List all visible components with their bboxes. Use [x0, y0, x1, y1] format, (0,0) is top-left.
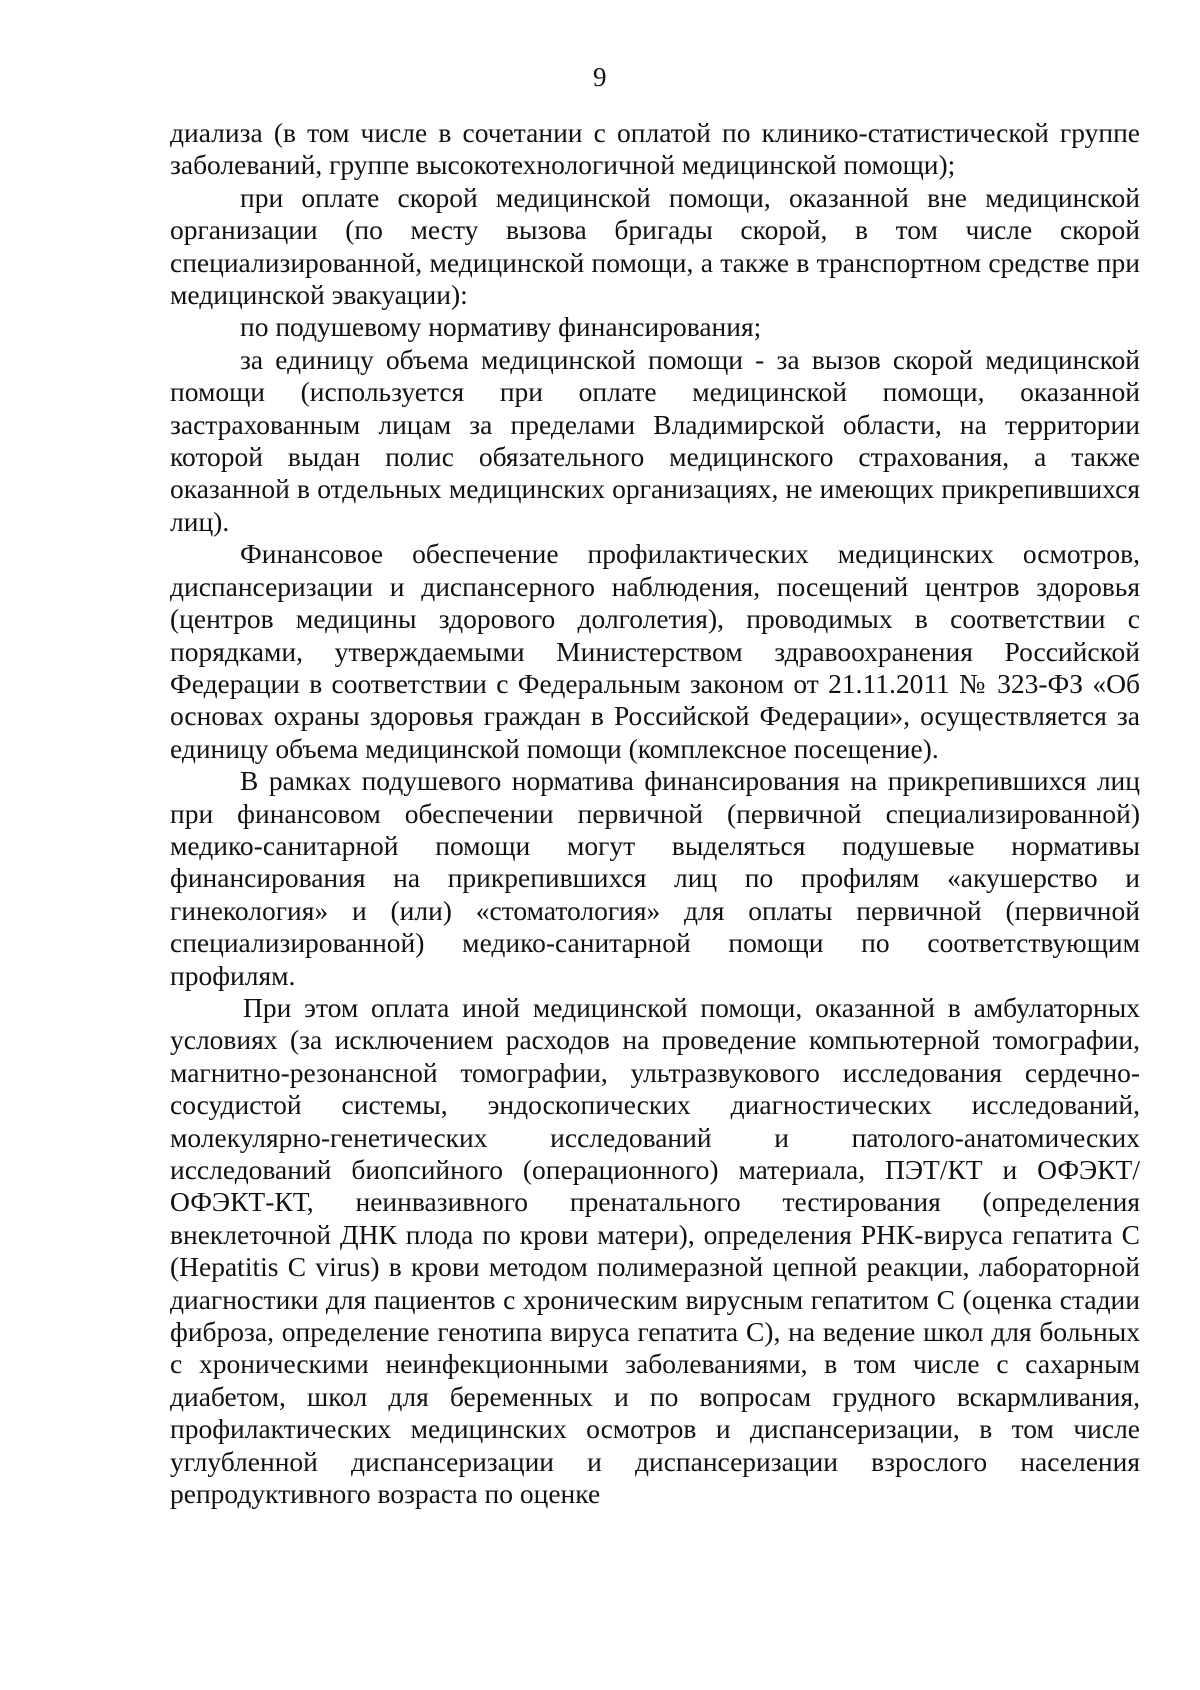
document-body: [170, 117, 1140, 1510]
paragraph-preventive-examinations: Финансовое обеспечение профилактических медицинских осмотров, диспансеризации и диспансерного наблюдения, посещений центров здоровья (центров медицины здорового долголетия), проводимых в соответствии с порядками, утверждаемыми Министерством здравоохранения Российской Федерации в соответствии с Федеральным законом от 21.11.2011 № 323-ФЗ «Об основах охраны здоровья граждан в Российской Федерации», осуществляется за единицу объема медицинской помощи (комплексное посещение).: [170, 538, 1140, 764]
paragraph-per-capita-standard: по подушевому нормативу финансирования;: [240, 311, 762, 343]
paragraph-attached-persons-standards: В рамках подушевого норматива финансирования на прикрепившихся лиц при финансовом обеспечении первичной (первичной специализированной) медико-санитарной помощи могут выделяться подушевые нормативы финансирования на прикрепившихся лиц по профилям «акушерство и гинекология» и (или) «стоматология» для оплаты первичной (первичной специализированной) медико-санитарной помощи по соответствующим профилям.: [170, 765, 1140, 991]
page-number: 9: [593, 62, 607, 92]
paragraph-outpatient-care-payment: При этом оплата иной медицинской помощи, оказанной в амбулаторных условиях (за исключением расходов на проведение компьютерной томографии, магнитно-резонансной томографии, ультразвукового исследования сердечно-сосудистой системы, эндоскопических диагностических исследований, молекулярно-генетических исследований и патолого-анатомических исследований биопсийного (операционного) материала, ПЭТ/КТ и ОФЭКТ/ОФЭКТ-КТ, неинвазивного пренатального тестирования (определения внеклеточной ДНК плода по крови матери), определения РНК-вируса гепатита С (Hepatitis C virus) в крови методом полимеразной цепной реакции, лабораторной диагностики для пациентов с хроническим вирусным гепатитом С (оценка стадии фиброза, определение генотипа вируса гепатита С), на ведение школ для больных с хроническими неинфекционными заболеваниями, в том числе с сахарным диабетом, школ для беременных и по вопросам грудного вскармливания, профилактических медицинских осмотров и диспансеризации, в том числе углубленной диспансеризации и диспансеризации взрослого населения репродуктивного возраста по оценке: [170, 991, 1140, 1510]
paragraph-per-call-payment: за единицу объема медицинской помощи - за вызов скорой медицинской помощи (используется при оплате медицинской помощи, оказанной застрахованным лицам за пределами Владимирской области, на территории которой выдан полис обязательного медицинского страхования, а также оказанной в отдельных медицинских организациях, не имеющих прикрепившихся лиц).: [170, 343, 1140, 537]
paragraph-emergency-care-payment: при оплате скорой медицинской помощи, оказанной вне медицинской организации (по месту вызова бригады скорой, в том числе скорой специализированной, медицинской помощи, а также в транспортном средстве при медицинской эвакуации):: [170, 181, 1140, 311]
paragraph-dialysis-continuation: диализа (в том числе в сочетании с оплатой по клинико-статистической группе заболеваний, группе высокотехнологичной медицинской помощи);: [170, 117, 1140, 181]
